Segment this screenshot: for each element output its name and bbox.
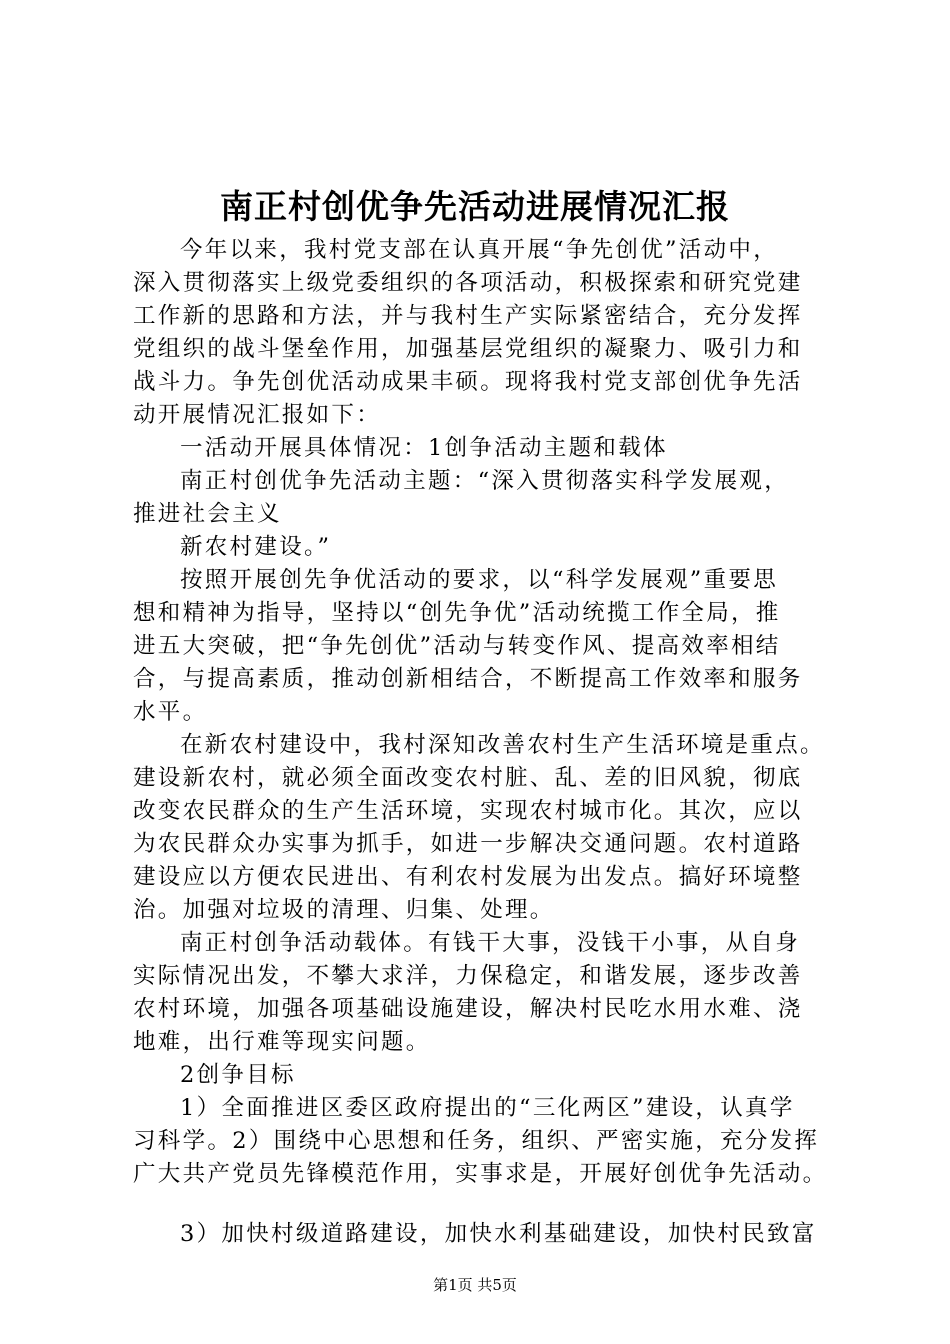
body-line: 在新农村建设中，我村深知改善农村生产生活环境是重点。: [180, 732, 825, 758]
body-line: 为农民群众办实事为抓手，如进一步解决交通问题。农村道路: [133, 831, 803, 857]
body-line: 建设新农村，就必须全面改变农村脏、乱、差的旧风貌，彻底: [133, 765, 803, 791]
body-line: 治。加强对垃圾的清理、归集、处理。: [133, 897, 555, 923]
body-line: 想和精神为指导，坚持以“创先争优”活动统揽工作全局，推: [133, 600, 781, 626]
body-line: 今年以来，我村党支部在认真开展“争先创优”活动中，: [180, 237, 779, 263]
document-title: 南正村创优争先活动进展情况汇报: [220, 187, 730, 226]
page-number: 第1页 共5页: [433, 1276, 517, 1294]
body-line: 建设应以方便农民进出、有利农村发展为出发点。搞好环境整: [133, 864, 803, 890]
body-line: 南正村创优争先活动主题：“深入贯彻落实科学发展观，: [180, 468, 790, 494]
body-line: 3）加快村级道路建设，加快水利基础建设，加快村民致富: [180, 1221, 817, 1247]
body-line: 习科学。2）围绕中心思想和任务，组织、严密实施，充分发挥: [133, 1128, 820, 1154]
body-line: 水平。: [133, 699, 208, 725]
body-line: 动开展情况汇报如下：: [133, 402, 382, 428]
body-line: 南正村创争活动载体。有钱干大事，没钱干小事，从自身: [180, 930, 801, 956]
body-line: 一活动开展具体情况：1创争活动主题和载体: [180, 435, 668, 461]
body-line: 深入贯彻落实上级党委组织的各项活动，积极探索和研究党建: [133, 270, 803, 296]
body-line: 工作新的思路和方法，并与我村生产实际紧密结合，充分发挥: [133, 303, 803, 329]
body-line: 地难，出行难等现实问题。: [133, 1029, 431, 1055]
body-line: 新农村建设。”: [180, 534, 332, 560]
body-line: 改变农民群众的生产生活环境，实现农村城市化。其次，应以: [133, 798, 803, 824]
body-line: 2创争目标: [180, 1062, 296, 1088]
body-line: 战斗力。争先创优活动成果丰硕。现将我村党支部创优争先活: [133, 369, 803, 395]
body-line: 党组织的战斗堡垒作用，加强基层党组织的凝聚力、吸引力和: [133, 336, 803, 362]
body-line: 农村环境，加强各项基础设施建设，解决村民吃水用水难、浇: [133, 996, 803, 1022]
body-line: 广大共产党员先锋模范作用，实事求是，开展好创优争先活动。: [133, 1161, 828, 1187]
body-line: 1）全面推进区委区政府提出的“三化两区”建设，认真学: [180, 1095, 795, 1121]
body-line: 实际情况出发，不攀大求洋，力保稳定，和谐发展，逐步改善: [133, 963, 803, 989]
body-line: 推进社会主义: [133, 501, 282, 527]
body-line: 进五大突破，把“争先创优”活动与转变作风、提高效率相结: [133, 633, 781, 659]
body-line: 合，与提高素质，推动创新相结合，不断提高工作效率和服务: [133, 666, 803, 692]
body-line: 按照开展创先争优活动的要求，以“科学发展观”重要思: [180, 567, 779, 593]
